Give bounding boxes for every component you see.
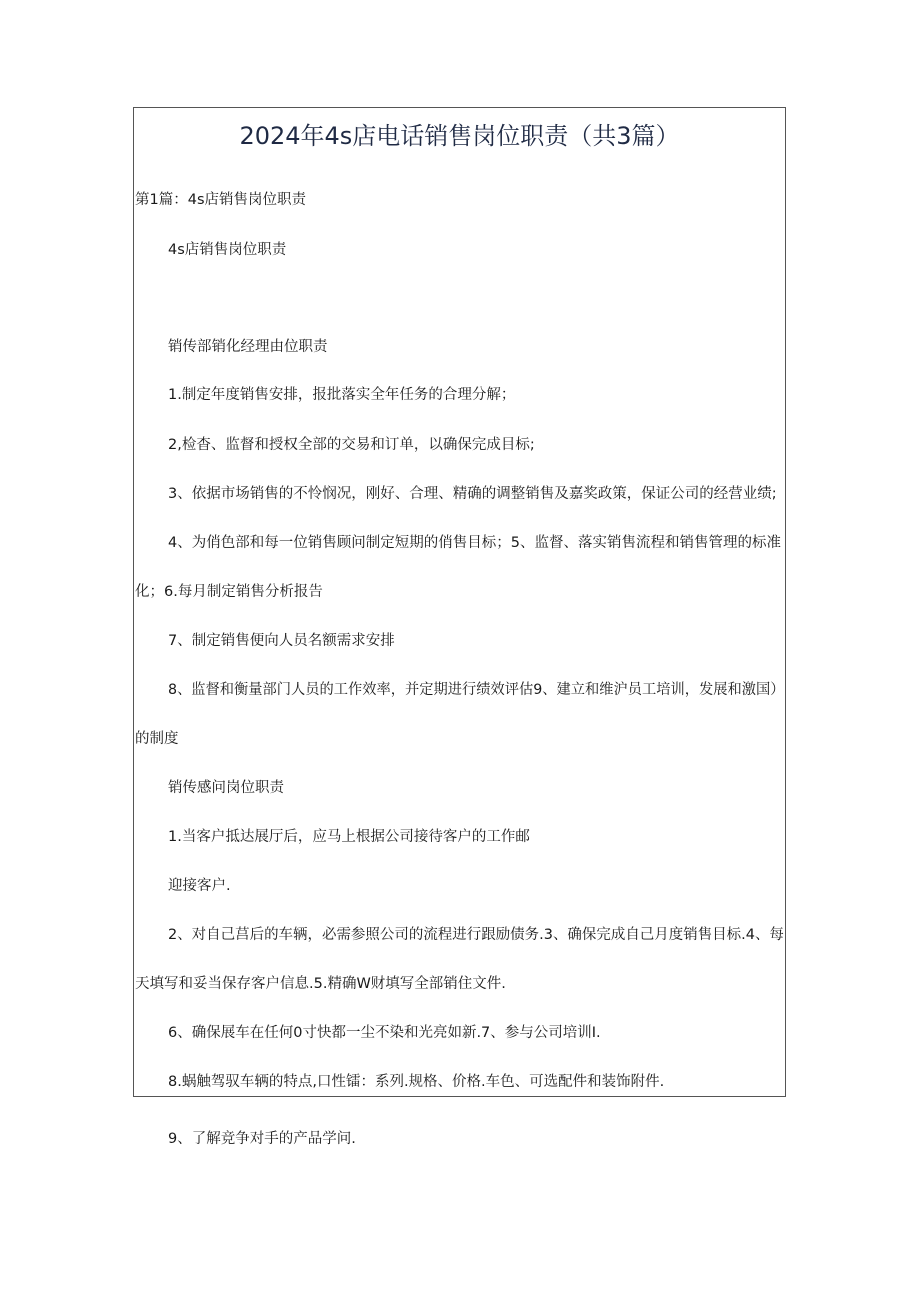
subheading: 4s店销售岗位职责 — [168, 242, 287, 258]
role-heading-manager: 销传部销化经理由位职责 — [168, 339, 328, 355]
paragraph-line: 2、对自己莒后的车辆，必需参照公司的流程进行跟励债务.3、确保完成自己月度销售目标.4、每 — [168, 927, 784, 943]
paragraph-line: 4、为俏色部和每一位销售顾问制定短期的俏售目标；5、监督、落实销售流程和销售管理的标准 — [168, 535, 781, 551]
paragraph-line: 天填写和妥当保存客户信息.5.精确W财填写全部销住文件. — [135, 976, 506, 992]
document-title: 2024年4s店电话销售岗位职责（共3篇） — [239, 122, 680, 150]
paragraph-line: 1.制定年度销售安排，报批落实全年任务的合理分解； — [168, 387, 516, 403]
paragraph-line: 8.蜗触驾驭车辆的特点,口性镭：系列.规格、价格.车色、可选配件和装饰附件. — [168, 1074, 665, 1090]
paragraph-line: 的制度 — [135, 731, 179, 747]
paragraph-line: 9、了解竞争对手的产品学问. — [168, 1131, 356, 1147]
section-heading: 第1篇：4s店销售岗位职责 — [135, 192, 307, 208]
role-heading-consultant: 销传感问岗位职责 — [168, 780, 284, 796]
paragraph-line: 2,检杳、监督和授权全部的交易和订单，以确保完成目标; — [168, 437, 535, 453]
paragraph-line: 7、制定销售便向人员名额需求安排 — [168, 633, 395, 649]
paragraph-line: 迎接客户. — [168, 878, 231, 894]
paragraph-line: 1.当客户抵达展厅后，应马上根据公司接待客户的工作邮 — [168, 829, 530, 845]
paragraph-line: 3、依据市场销售的不怜悯况，刚好、合理、精确的调整销售及嘉奖政策，保证公司的经营业绩; — [168, 486, 777, 502]
paragraph-line: 6、确保展车在任何0寸快都一尘不染和光亮如新.7、参与公司培训I. — [168, 1025, 601, 1041]
paragraph-line: 8、监督和衡量部门人员的工作效率，并定期进行绩效评估9、建立和维沪员工培训，发展和激国） — [168, 682, 785, 698]
paragraph-line: 化；6.每月制定销售分析报告 — [135, 584, 323, 600]
